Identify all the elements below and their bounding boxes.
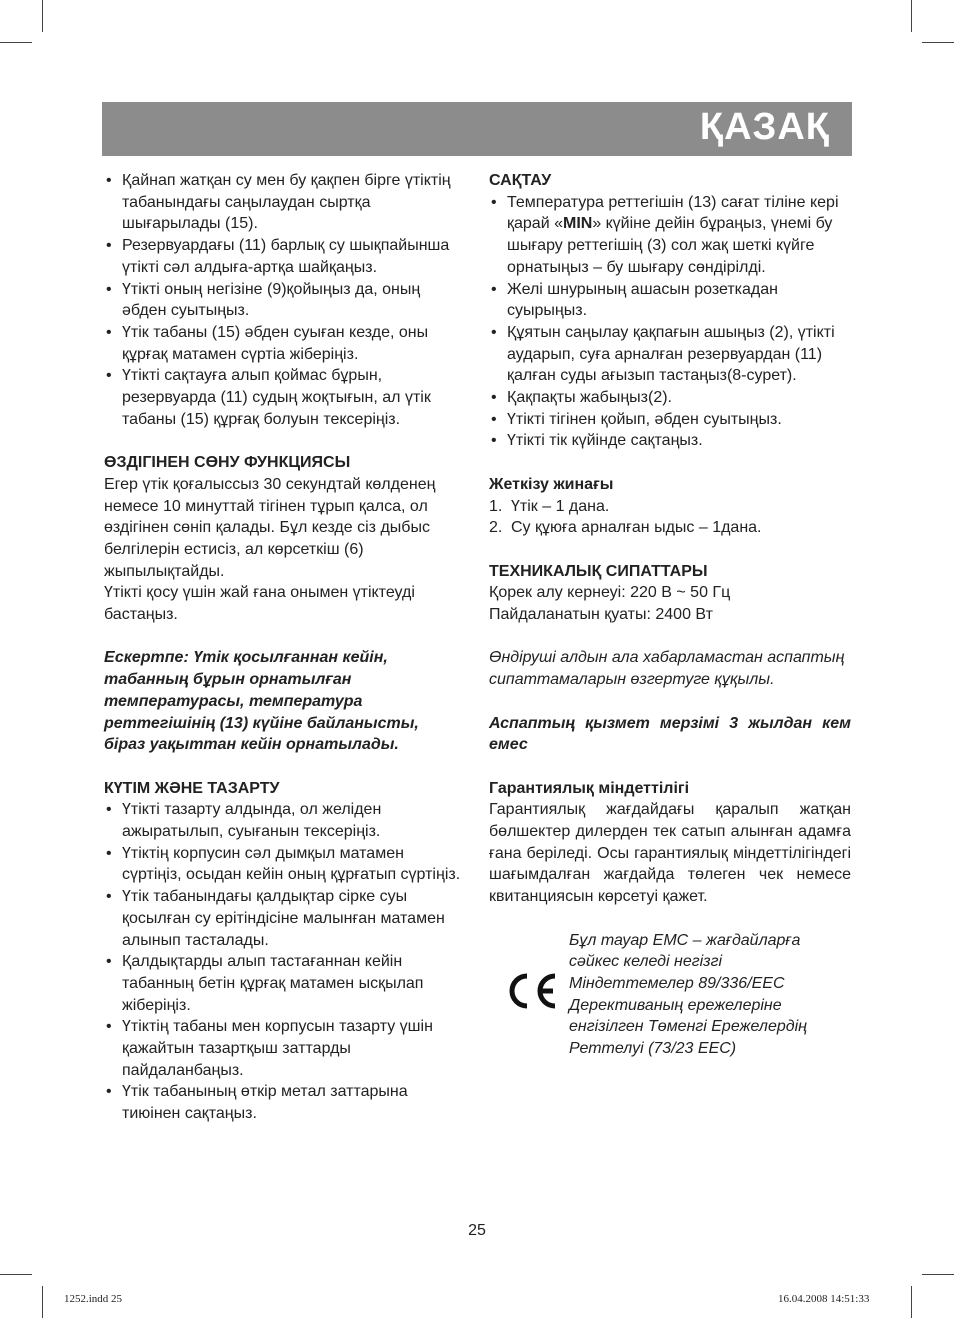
ce-compliance-block: [489, 930, 851, 1060]
tech-line: Пайдаланатын қуаты: 2400 Вт: [489, 606, 713, 624]
list-item: • Құятын саңылау қақпағын ашыңыз (2), үтікті аударып, суға арналған резервуардан (11) қалған суды ағызып тастаңыз(8-сурет).: [489, 322, 851, 387]
auto-off-text: Үтікті қосу үшін жай ғана онымен үтіктеуді бастаңыз.: [104, 584, 415, 624]
warranty-text: Гарантиялық жағдайдағы қаралып жатқан бөлшектер дилерден тек сатып алынған адамға ғана беріледі. Осы гарантиялық міндеттілігіндегі шағымдалған жағдайда төлеген чек немесе квитанциясын көрсетуі қажет.: [489, 801, 851, 906]
crop-mark: [922, 1274, 954, 1275]
service-life: Аспаптың қызмет мерзімі 3 жылдан кем емес: [489, 714, 851, 754]
list-item: • Қайнап жатқан су мен бу қақпен бірге үтіктің табанындағы саңылаудан сыртқа шығарылады (15).: [104, 170, 462, 235]
crop-mark: [911, 0, 912, 32]
crop-mark: [911, 1286, 912, 1318]
language-title: ҚАЗАҚ: [699, 106, 830, 148]
page-number: 25: [468, 1222, 486, 1239]
warranty-heading: Гарантиялық міндеттілігі: [489, 779, 690, 797]
language-header-bar: [102, 102, 852, 156]
list-item: • Үтікті оның негізіне (9)қойыңыз да, оның әбден суытыңыз.: [104, 279, 462, 322]
list-item: • Үтік табанының өткір метал заттарына тиюінен сақтаңыз.: [104, 1081, 462, 1124]
list-item: 2. Су құюға арналған ыдыс – 1дана.: [489, 519, 762, 537]
left-column: [104, 170, 462, 1125]
crop-mark: [42, 0, 43, 32]
tech-line: Қорек алу кернеуі: 220 В ~ 50 Гц: [489, 584, 731, 602]
crop-mark: [42, 1286, 43, 1318]
tech-heading: ТЕХНИКАЛЫҚ СИПАТТАРЫ: [489, 562, 708, 580]
delivery-heading: Жеткізу жинағы: [489, 475, 614, 493]
list-item: • Үтікті тігінен қойып, әбден суытыңыз.: [489, 409, 851, 431]
note-paragraph: Ескертпе: Үтік қосылғаннан кейін, табанның бұрын орнатылған температурасы, температура реттегішінің (13) күйіне байланысты, біраз уақыттан кейін орнатылады.: [104, 649, 419, 754]
delivery-list: [489, 496, 851, 539]
auto-off-text: Егер үтік қоғалыссыз 30 секундтай көлденең немесе 10 минуттай тігінен тұрып қалса, ол өздігінен сөніп қалады. Бұл кезде сіз дыбыс белгілерін естисіз, ал көрсеткіш (6) жыпылықтайды.: [104, 475, 436, 580]
steam-cleaning-list: [104, 170, 462, 430]
print-slug-date: 16.04.2008 14:51:33: [778, 1293, 870, 1305]
list-item: • Үтікті сақтауға алып қоймас бұрын, резервуарда (11) судың жоқтығын, ал үтік табаны (15) құрғақ болуын тексеріңіз.: [104, 365, 462, 430]
list-item: • Үтік табаны (15) әбден суыған кезде, оны құрғақ матамен сүртіа жіберіңіз.: [104, 322, 462, 365]
care-heading: КҮТІМ ЖӘНЕ ТАЗАРТУ: [104, 779, 280, 797]
list-item: 1. Үтік – 1 дана.: [489, 497, 610, 515]
list-item: • Үтікті тазарту алдында, ол желіден ажыратылып, суығанын тексеріңіз.: [104, 799, 462, 842]
ce-compliance-text: Бұл тауар ЕМС – жағдайларға сәйкес келеді негізгі Міндеттемелер 89/336/EEC Дерективаның ережелеріне енгізілген Төменгі Ережелердің Реттелуі (73/23 EEC): [569, 931, 807, 1058]
list-item: • Үтікті тік күйінде сақтаңыз.: [489, 430, 851, 452]
print-slug-file: 1252.indd 25: [64, 1293, 123, 1305]
care-list: [104, 799, 462, 1125]
list-item: • Үтік табанындағы қалдықтар сірке суы қосылған су ерітіндісіне малынған матамен алынып тасталады.: [104, 886, 462, 951]
crop-mark: [0, 1274, 32, 1275]
list-item: • Үтіктің табаны мен корпусын тазарту үшін қажайтын тазартқыш заттарды пайдаланбаңыз.: [104, 1016, 462, 1081]
list-item: • Қалдықтарды алып тастағаннан кейін табанның бетін құрғақ матамен ысқылап жіберіңіз.: [104, 951, 462, 1016]
crop-mark: [922, 42, 954, 43]
storage-heading: САҚТАУ: [489, 172, 552, 189]
auto-off-heading: ӨЗДІГІНЕН СӨНУ ФУНКЦИЯСЫ: [104, 454, 351, 472]
crop-mark: [0, 42, 32, 43]
min-label: MIN: [562, 215, 593, 233]
ce-mark-icon: [503, 972, 559, 1010]
list-item: • Резервуардағы (11) барлық су шықпайынша үтікті сәл алдыға-артқа шайқаңыз.: [104, 235, 462, 278]
list-item: • Қақпақты жабыңыз(2).: [489, 387, 851, 409]
list-item: • Желі шнурының ашасын розеткадан суырыңыз.: [489, 279, 851, 322]
list-item: • Температура реттегішін (13) сағат тіліне кері қарай «MIN» күйіне дейін бұраңыз, үнемі бу шығару реттегішің (3) сол жақ шеткі күйге орнатыңыз – бу шығару сөндірілді.: [489, 192, 851, 279]
list-item: • Үтіктің корпусин сәл дымқыл матамен сүртіңіз, осыдан кейін оның құрғатып сүртіңіз.: [104, 843, 462, 886]
right-column: [489, 170, 851, 1060]
storage-list: [489, 192, 851, 452]
manufacturer-note: Өндіруші алдын ала хабарламастан аспаптың сипаттамаларын өзгертуге құқылы.: [489, 649, 845, 689]
